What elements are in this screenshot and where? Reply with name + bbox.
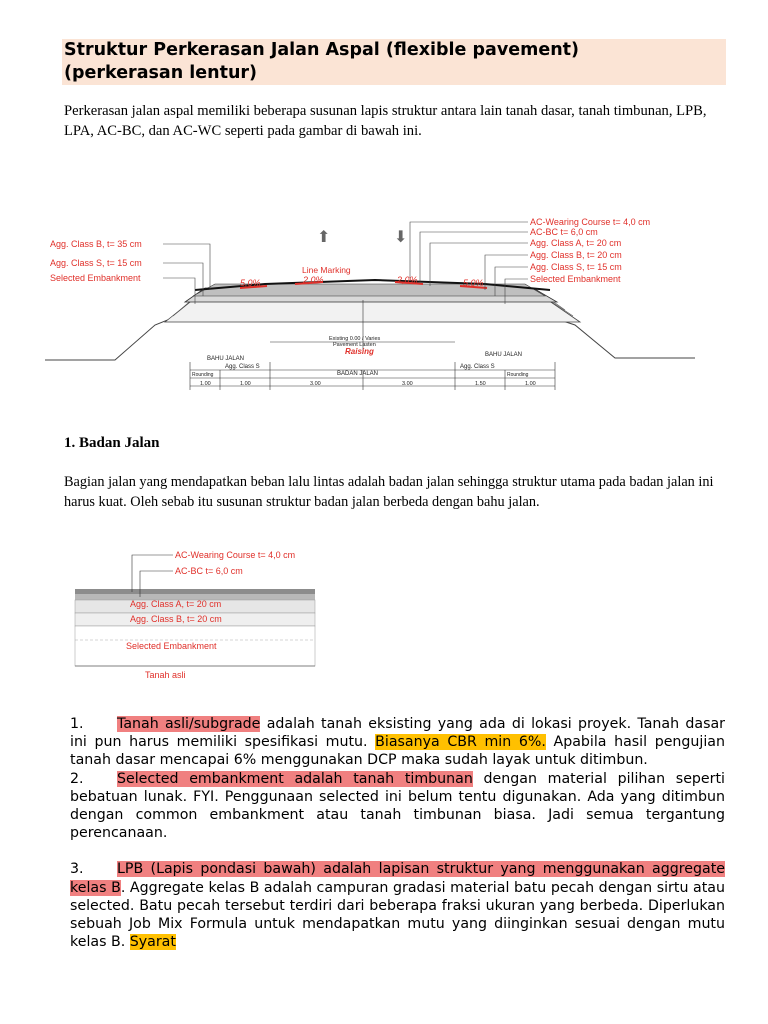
list-item [70, 770, 725, 843]
section-paragraph: Bagian jalan yang mendapatkan beban lalu lintas adalah badan jalan sehingga struktur utama pada badan jalan ini harus kuat. Oleh sebab itu susunan struktur badan jalan berbeda dengan bahu jalan. [64, 474, 714, 510]
down-arrow-icon: ⬇ [394, 229, 408, 246]
highlight-yellow: Syarat [129, 934, 176, 951]
list-text: Apabila hasil pengujian tanah dasar mencapai 6% menggunakan DCP maka sudah layak untuk ditimbun. [70, 734, 725, 769]
rounding-right: Rounding [507, 372, 529, 378]
dim-label: 3.00 [310, 381, 321, 387]
layer-detail-drawing [70, 545, 330, 685]
rounding-left: Rounding [192, 372, 214, 378]
right-label-agg-b: Agg. Class B, t= 20 cm [530, 250, 622, 260]
slope-label: 2,0% [397, 275, 418, 285]
bahu-jalan-left: BAHU JALAN [207, 356, 245, 362]
left-label-agg-s: Agg. Class S, t= 15 cm [50, 258, 142, 268]
detail-label-ac-wc: AC-Wearing Course t= 4,0 cm [175, 550, 296, 560]
right-label-embankment: Selected Embankment [530, 274, 621, 284]
list-number: 3. [70, 861, 84, 878]
list-spacer [70, 842, 725, 860]
page-title [62, 39, 726, 85]
list-item [70, 715, 725, 770]
section-heading-badan-jalan: 1. Badan Jalan [64, 435, 160, 451]
highlight-red: LPB (Lapis pondasi bawah) adalah lapisan struktur yang menggunakan aggregate kelas B [70, 861, 725, 896]
numbered-list [70, 715, 725, 951]
badan-jalan-label: BADAN JALAN [337, 371, 379, 377]
highlight-red: Tanah asli/subgrade [117, 716, 261, 732]
detail-label-agg-a: Agg. Class A, t= 20 cm [130, 599, 222, 609]
highlight-red: Selected embankment adalah tanah timbunan [117, 770, 473, 787]
agg-class-s-right: Agg. Class S [460, 364, 495, 370]
slope-label: 2,0% [303, 275, 324, 285]
dim-label: 1.00 [200, 381, 211, 387]
center-note-2: Pavement Lasten [333, 342, 376, 348]
intro-paragraph: Perkerasan jalan aspal memiliki beberapa susunan lapis struktur antara lain tanah dasar, tanah timbunan, LPB, LPA, AC-BC, dan AC-WC seperti pada gambar di bawah ini. [64, 103, 707, 139]
raising-label: Raising [345, 347, 374, 356]
slope-label: 5,0% [240, 278, 261, 288]
title-line-1: Struktur Perkerasan Jalan Aspal (flexible pavement) [64, 40, 580, 60]
detail-label-tanah-asli: Tanah asli [145, 670, 186, 680]
center-note-1: Existing 0.00 / Varies [329, 336, 381, 342]
detail-label-agg-b: Agg. Class B, t= 20 cm [130, 614, 222, 624]
line-marking-label: Line Marking [302, 265, 351, 275]
dim-label: 1.50 [475, 381, 486, 387]
list-text: adalah tanah eksisting yang ada di lokasi proyek. Tanah dasar ini pun harus memiliki spesifikasi mutu. [70, 716, 725, 751]
dim-label: 1.00 [525, 381, 536, 387]
right-label-agg-s: Agg. Class S, t= 15 cm [530, 262, 622, 272]
dim-label: 1.00 [240, 381, 251, 387]
detail-label-embankment: Selected Embankment [126, 641, 217, 651]
agg-class-s-left: Agg. Class S [225, 364, 260, 370]
list-number: 1. [70, 716, 84, 732]
highlight-yellow: Biasanya CBR min 6%. [375, 734, 546, 751]
detail-label-ac-bc: AC-BC t= 6,0 cm [175, 566, 243, 576]
layer-detail-figure [70, 545, 330, 685]
bahu-jalan-right: BAHU JALAN [485, 352, 523, 358]
list-text: dengan material pilihan seperti bebatuan lunak. FYI. Penggunaan selected ini belum tentu digunakan. Ada yang ditimbun dengan common embankment atau tanah timbunan biasa. Jadi semua tergantung perencanaan. [70, 770, 725, 842]
cross-section-figure [45, 210, 695, 400]
right-label-ac-wc: AC-Wearing Course t= 4,0 cm [530, 217, 651, 227]
list-text: . Aggregate kelas B adalah campuran gradasi material batu pecah dengan sirtu atau selected. Batu pecah tersebut terdiri dari beberapa fraksi ukuran yang berbeda. Diperlukan sebuah Job Mix Formula untuk mendapatkan mutu yang diinginkan sesuai dengan mutu kelas B. [70, 879, 725, 951]
title-line-2: (perkerasan lentur) [64, 63, 258, 83]
left-label-embankment: Selected Embankment [50, 273, 141, 283]
up-arrow-icon: ⬆ [317, 229, 331, 246]
slope-label: 5,0% [463, 278, 484, 288]
right-label-ac-bc: AC-BC t= 6,0 cm [530, 227, 598, 237]
dim-label: 3.00 [402, 381, 413, 387]
right-label-agg-a: Agg. Class A, t= 20 cm [530, 238, 622, 248]
list-number: 2. [70, 770, 84, 787]
left-label-agg-b: Agg. Class B, t= 35 cm [50, 239, 142, 249]
cross-section-drawing [45, 210, 695, 400]
list-item [70, 860, 725, 951]
